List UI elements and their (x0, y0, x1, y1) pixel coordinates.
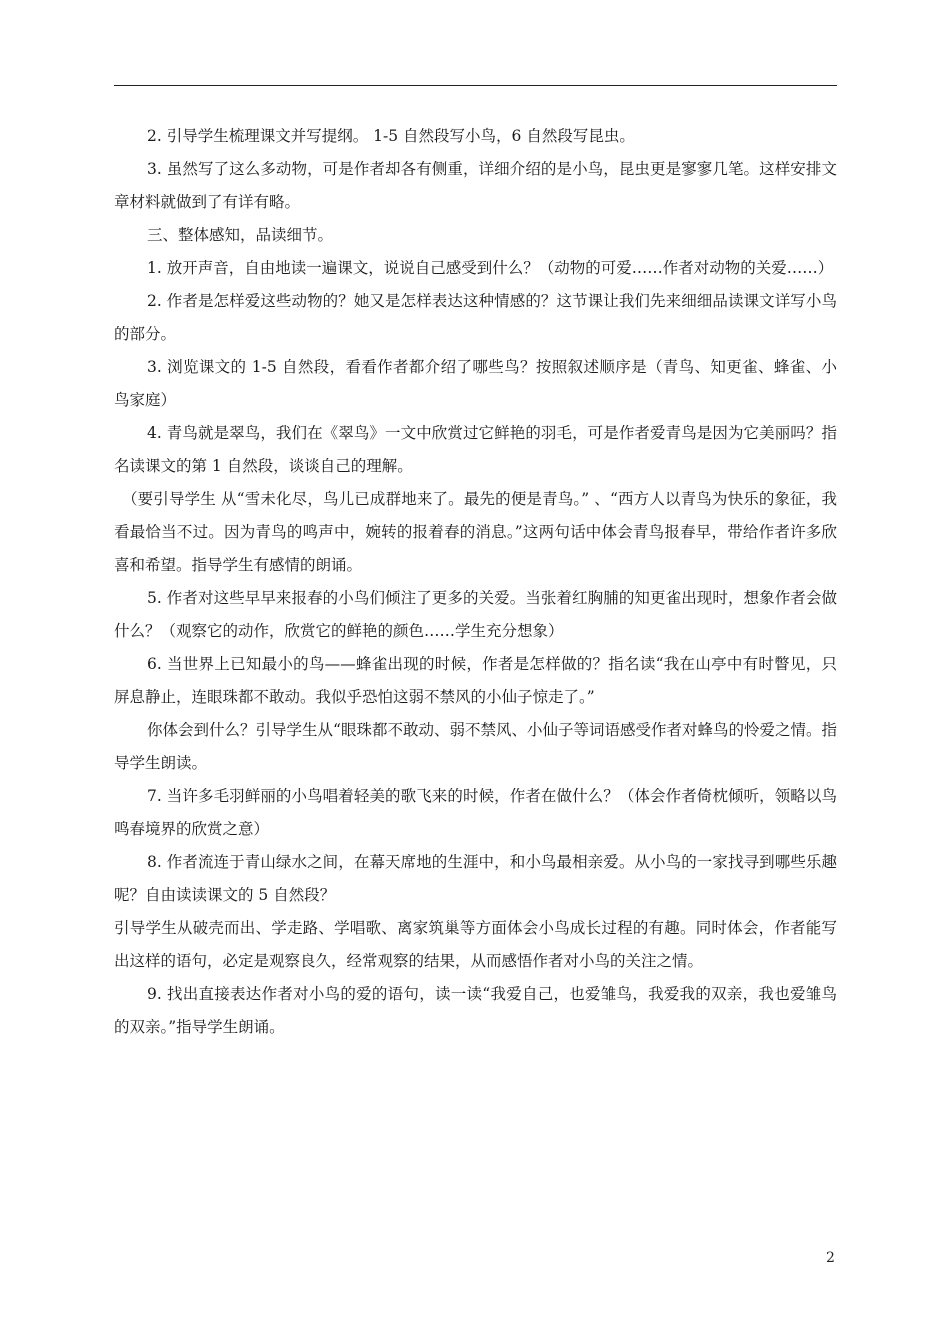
paragraph: 6. 当世界上已知最小的鸟——蜂雀出现的时候，作者是怎样做的？指名读“我在山亭中有时瞥见，只屏息静止，连眼珠都不敢动。我似乎恐怕这弱不禁风的小仙子惊走了。” (114, 655, 837, 706)
page-number: 2 (826, 1250, 835, 1266)
paragraph: 9. 找出直接表达作者对小鸟的爱的语句，读一读“我爱自己，也爱雏鸟，我爱我的双亲，我也爱雏鸟的双亲。”指导学生朗诵。 (114, 985, 837, 1036)
paragraph: 1. 放开声音，自由地读一遍课文，说说自己感受到什么？（动物的可爱……作者对动物的关爱……） (147, 259, 834, 277)
paragraph: 3. 浏览课文的 1-5 自然段，看看作者都介绍了哪些鸟？按照叙述顺序是（青鸟、知更雀、蜂雀、小鸟家庭） (114, 358, 837, 409)
paragraph: 4. 青鸟就是翠鸟，我们在《翠鸟》一文中欣赏过它鲜艳的羽毛，可是作者爱青鸟是因为它美丽吗？指名读课文的第 1 自然段，谈谈自己的理解。 (114, 424, 837, 475)
paragraph: （要引导学生 从“雪未化尽，鸟儿已成群地来了。最先的便是青鸟。” 、“西方人以青鸟为快乐的象征，我看最恰当不过。因为青鸟的鸣声中，婉转的报着春的消息。”这两句话中体会青鸟报春早，带给作者许多欣喜和希望。指导学生有感情的朗诵。 (114, 490, 837, 574)
paragraph: 引导学生从破壳而出、学走路、学唱歌、离家筑巢等方面体会小鸟成长过程的有趣。同时体会，作者能写出这样的语句，必定是观察良久，经常观察的结果，从而感悟作者对小鸟的关注之情。 (114, 919, 837, 970)
paragraph: 2. 引导学生梳理课文并写提纲。 1-5 自然段写小鸟，6 自然段写昆虫。 (147, 127, 635, 145)
paragraph: 5. 作者对这些早早来报春的小鸟们倾注了更多的关爱。当张着红胸脯的知更雀出现时，想象作者会做什么？（观察它的动作，欣赏它的鲜艳的颜色……学生充分想象） (114, 589, 837, 640)
header-rule (114, 85, 837, 86)
paragraph: 2. 作者是怎样爱这些动物的？她又是怎样表达这种情感的？这节课让我们先来细细品读课文详写小鸟的部分。 (114, 292, 837, 343)
section-heading: 三、整体感知，品读细节。 (147, 226, 334, 244)
paragraph: 你体会到什么？引导学生从“眼珠都不敢动、弱不禁风、小仙子等词语感受作者对蜂鸟的怜爱之情。指导学生朗读。 (114, 721, 837, 772)
paragraph: 8. 作者流连于青山绿水之间，在幕天席地的生涯中，和小鸟最相亲爱。从小鸟的一家找寻到哪些乐趣呢？自由读读课文的 5 自然段？ (114, 853, 837, 904)
paragraph: 3. 虽然写了这么多动物，可是作者却各有侧重，详细介绍的是小鸟，昆虫更是寥寥几笔。这样安排文章材料就做到了有详有略。 (114, 160, 837, 211)
body-text (114, 120, 837, 1044)
paragraph: 7. 当许多毛羽鲜丽的小鸟唱着轻美的歌飞来的时候，作者在做什么？（体会作者倚枕倾听，领略以鸟鸣春境界的欣赏之意） (114, 787, 837, 838)
